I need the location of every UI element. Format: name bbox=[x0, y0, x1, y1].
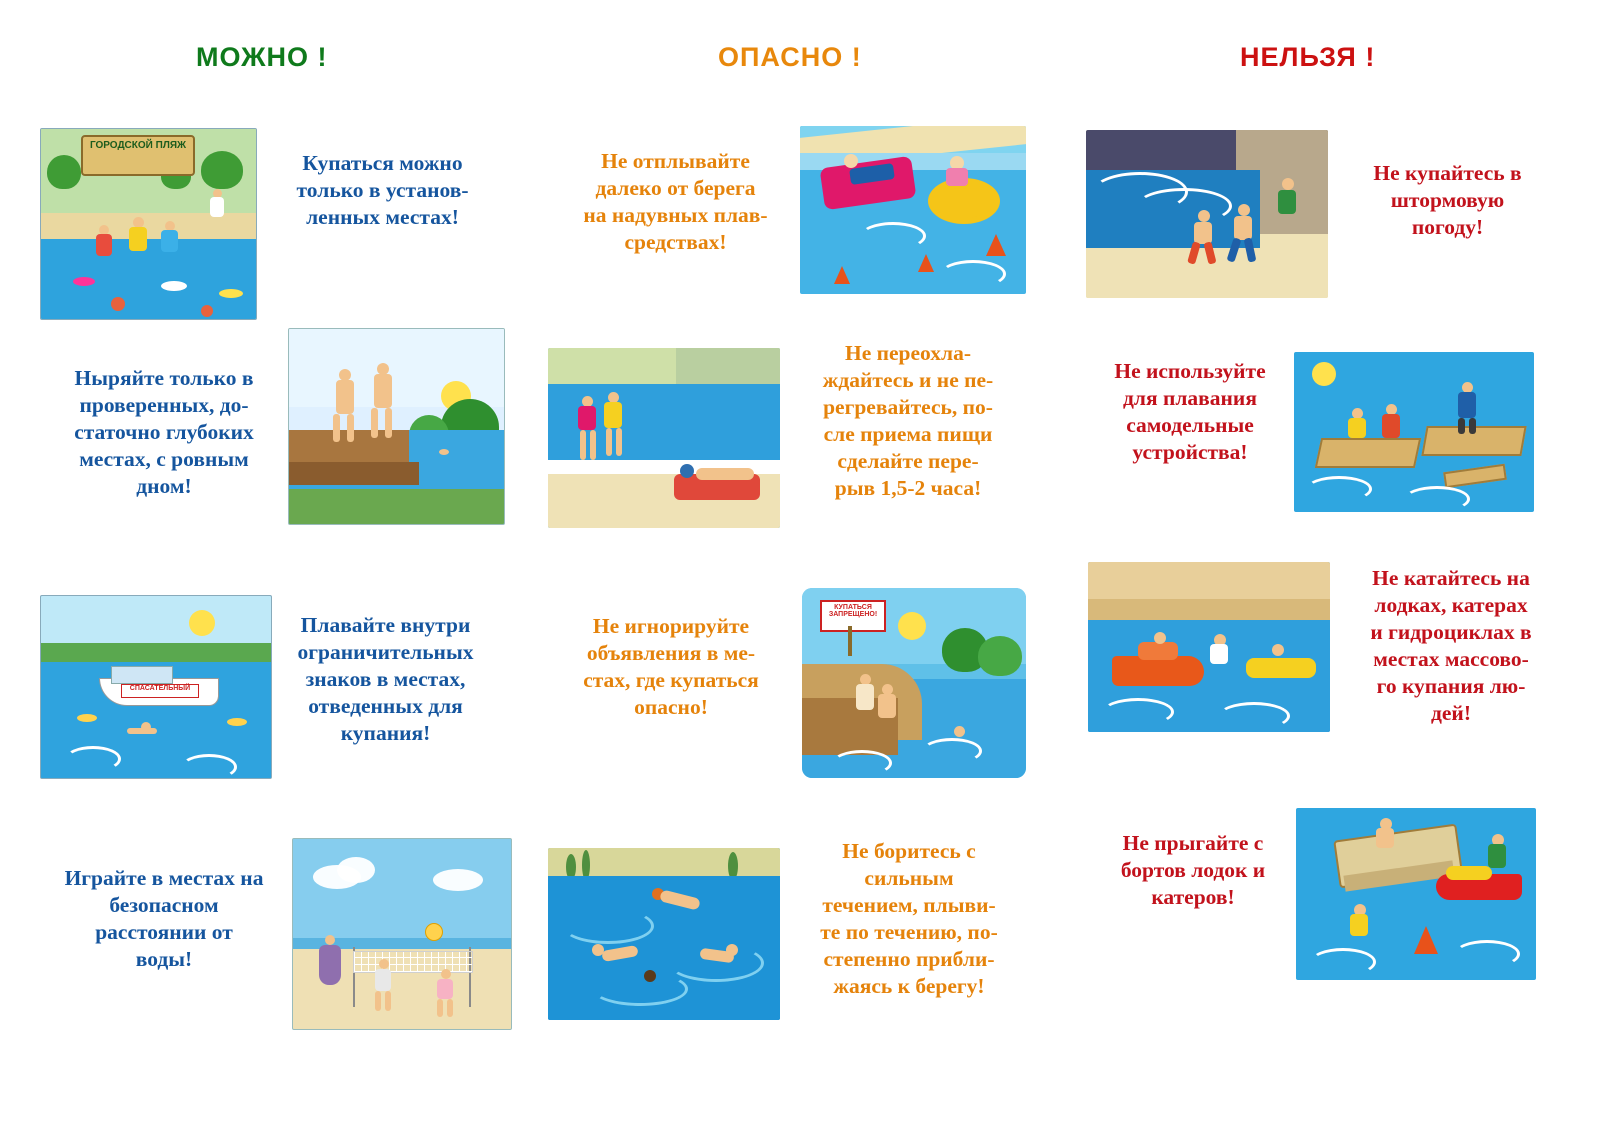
caption-can-3: Плавайте внутри ограничительных знаков в местах, отведенных для купания! bbox=[297, 613, 474, 746]
rescue-boat-buoys-illustration bbox=[40, 595, 272, 779]
caption-danger-2: Не переохла- ждайтесь и не пе- регревайтесь, по- сле приема пищи сделайте пере- рыв 1,5-2 часа! bbox=[822, 341, 994, 501]
caption-forbidden-1: Не купайтесь в штормовую погоду! bbox=[1373, 161, 1522, 240]
column-header-danger: ОПАСНО ! bbox=[718, 42, 862, 72]
caption-danger-4: Не боритесь с сильным течением, плыви- те по течению, по- степенно прибли- жаясь к берегу! bbox=[820, 839, 998, 999]
caption-danger-1: Не отплывайте далеко от берега на надувных плав- средствах! bbox=[583, 149, 768, 255]
inflatable-mattress-illustration bbox=[800, 126, 1026, 294]
column-header-forbidden: НЕЛЬЗЯ ! bbox=[1240, 42, 1376, 72]
caption-can-4: Играйте в местах на безопасном расстоянии от воды! bbox=[64, 866, 264, 972]
beach-sign-banner: ГОРОДСКОЙ ПЛЯЖ bbox=[81, 135, 195, 176]
caption-danger-3: Не игнорируйте объявления в ме- стах, где купаться опасно! bbox=[583, 614, 759, 720]
sunbathing-on-beach-illustration bbox=[548, 348, 780, 528]
caption-forbidden-3: Не катайтесь на лодках, катерах и гидроциклах в местах массово- го купания лю- дей! bbox=[1370, 566, 1532, 726]
storm-waves-illustration bbox=[1086, 130, 1328, 298]
prohibited-sign: КУПАТЬСЯ ЗАПРЕЩЕНО! bbox=[820, 600, 886, 632]
diving-from-bank-illustration bbox=[288, 328, 505, 525]
column-header-can: МОЖНО ! bbox=[196, 42, 328, 72]
caption-forbidden-2: Не используйте для плавания самодельные устройства! bbox=[1114, 359, 1266, 465]
homemade-raft-illustration bbox=[1294, 352, 1534, 512]
city-beach-illustration bbox=[40, 128, 257, 320]
beach-volleyball-illustration bbox=[292, 838, 512, 1030]
swimming-prohibited-sign-illustration bbox=[802, 588, 1026, 778]
motorboat-near-swimmers-illustration bbox=[1088, 562, 1330, 732]
rescue-boat-label: СПАСАТЕЛЬНЫЙ bbox=[121, 684, 199, 698]
strong-current-swimmers-illustration bbox=[548, 848, 780, 1020]
caption-can-1: Купаться можно только в установ- ленных местах! bbox=[296, 151, 469, 230]
caption-can-2: Ныряйте только в проверенных, до- статочно глубоких местах, с ровным дном! bbox=[74, 366, 254, 499]
jumping-from-boat-illustration bbox=[1296, 808, 1536, 980]
caption-forbidden-4: Не прыгайте с бортов лодок и катеров! bbox=[1120, 831, 1266, 910]
